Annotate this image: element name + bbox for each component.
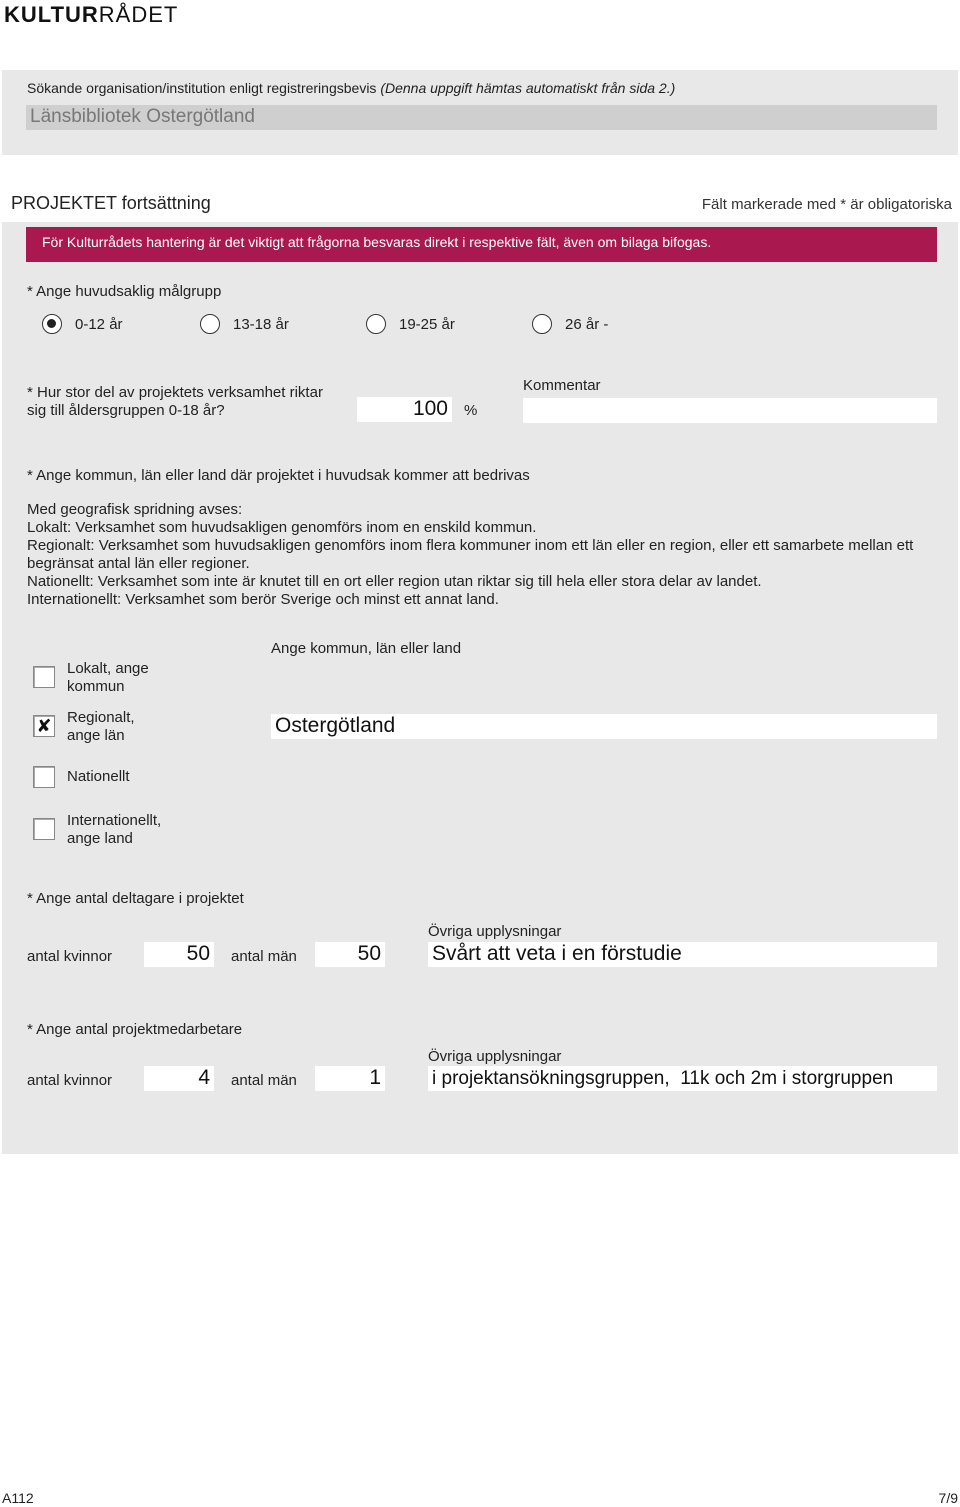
location-description: Med geografisk spridning avses: Lokalt: Verksamhet som huvudsakligen genomförs inom en enskild kommun. Regionalt: Verksamhet som huvudsakligen genomförs inom flera kommuner inom ett län eller en region, eller ett samarbete mellan ett begränsat antal län eller regioner. Nationellt: Verksamhet som inte är knutet till en ort eller region utan riktar sig till hela eller stora delar av landet. Internationellt: Verksamhet som berör Sverige och minst ett annat land. bbox=[27, 501, 914, 608]
participants-women-label: antal kvinnor bbox=[27, 948, 113, 965]
required-note: Fält markerade med * är obligatoriska bbox=[701, 196, 952, 213]
checkbox-international[interactable] bbox=[33, 818, 55, 840]
staff-men-label: antal män bbox=[231, 1072, 297, 1089]
checkbox-label-regional: Regionalt, ange län bbox=[67, 709, 135, 744]
checkbox-label-local: Lokalt, ange kommun bbox=[67, 660, 149, 695]
staff-women-input[interactable]: 4 bbox=[144, 1066, 214, 1091]
comment-input[interactable] bbox=[523, 398, 937, 423]
checkbox-label-international: Internationellt, ange land bbox=[67, 812, 162, 847]
participants-women-input[interactable]: 50 bbox=[144, 942, 214, 967]
location-field-label: Ange kommun, län eller land bbox=[271, 640, 462, 657]
radio-label-0-12: 0-12 år bbox=[75, 316, 123, 333]
instruction-banner: För Kulturrådets hantering är det viktigt att frågorna besvaras direkt i respektive fält, även om bilaga bifogas. bbox=[26, 227, 937, 262]
radio-label-13-18: 13-18 år bbox=[233, 316, 289, 333]
participants-other-input[interactable]: Svårt att veta i en förstudie bbox=[428, 942, 937, 967]
checkbox-national[interactable] bbox=[33, 766, 55, 788]
radio-13-18[interactable] bbox=[200, 314, 220, 334]
checkbox-local[interactable] bbox=[33, 666, 55, 688]
checkbox-label-national: Nationellt bbox=[67, 768, 130, 785]
applicant-label: Sökande organisation/institution enligt registreringsbevis (Denna uppgift hämtas automatiskt från sida 2.) bbox=[27, 80, 676, 96]
location-label: * Ange kommun, län eller land där projektet i huvudsak kommer att bedrivas bbox=[27, 467, 530, 484]
staff-other-label: Övriga upplysningar bbox=[428, 1048, 562, 1065]
participants-men-input[interactable]: 50 bbox=[315, 942, 385, 967]
form-id: A112 bbox=[2, 1490, 34, 1506]
section-title: PROJEKTET fortsättning bbox=[11, 193, 211, 213]
share-question: * Hur stor del av projektets verksamhet riktar sig till åldersgruppen 0-18 år? bbox=[27, 384, 323, 419]
staff-men-input[interactable]: 1 bbox=[315, 1066, 385, 1091]
participants-other-label: Övriga upplysningar bbox=[428, 923, 562, 940]
staff-women-label: antal kvinnor bbox=[27, 1072, 113, 1089]
radio-0-12[interactable] bbox=[42, 314, 62, 334]
percent-unit: % bbox=[464, 402, 478, 419]
staff-label: * Ange antal projektmedarbetare bbox=[27, 1021, 243, 1038]
radio-label-26-plus: 26 år - bbox=[565, 316, 609, 333]
participants-men-label: antal män bbox=[231, 948, 297, 965]
radio-19-25[interactable] bbox=[366, 314, 386, 334]
page-number: 7/9 bbox=[938, 1490, 958, 1506]
regional-input[interactable]: Ostergötland bbox=[271, 714, 937, 739]
target-group-label: * Ange huvudsaklig målgrupp bbox=[27, 283, 222, 300]
radio-26-plus[interactable] bbox=[532, 314, 552, 334]
radio-label-19-25: 19-25 år bbox=[399, 316, 455, 333]
applicant-field: Länsbibliotek Ostergötland bbox=[26, 105, 937, 130]
checkbox-regional[interactable]: ✘ bbox=[33, 715, 55, 737]
participants-label: * Ange antal deltagare i projektet bbox=[27, 890, 244, 907]
radio-selected-dot bbox=[47, 319, 56, 328]
comment-label: Kommentar bbox=[523, 377, 601, 394]
kulturradet-logo: KULTURRÅDET bbox=[4, 2, 179, 27]
share-percent-input[interactable]: 100 bbox=[357, 397, 452, 422]
staff-other-input[interactable]: i projektansökningsgruppen, 11k och 2m i storgruppen bbox=[428, 1066, 937, 1091]
